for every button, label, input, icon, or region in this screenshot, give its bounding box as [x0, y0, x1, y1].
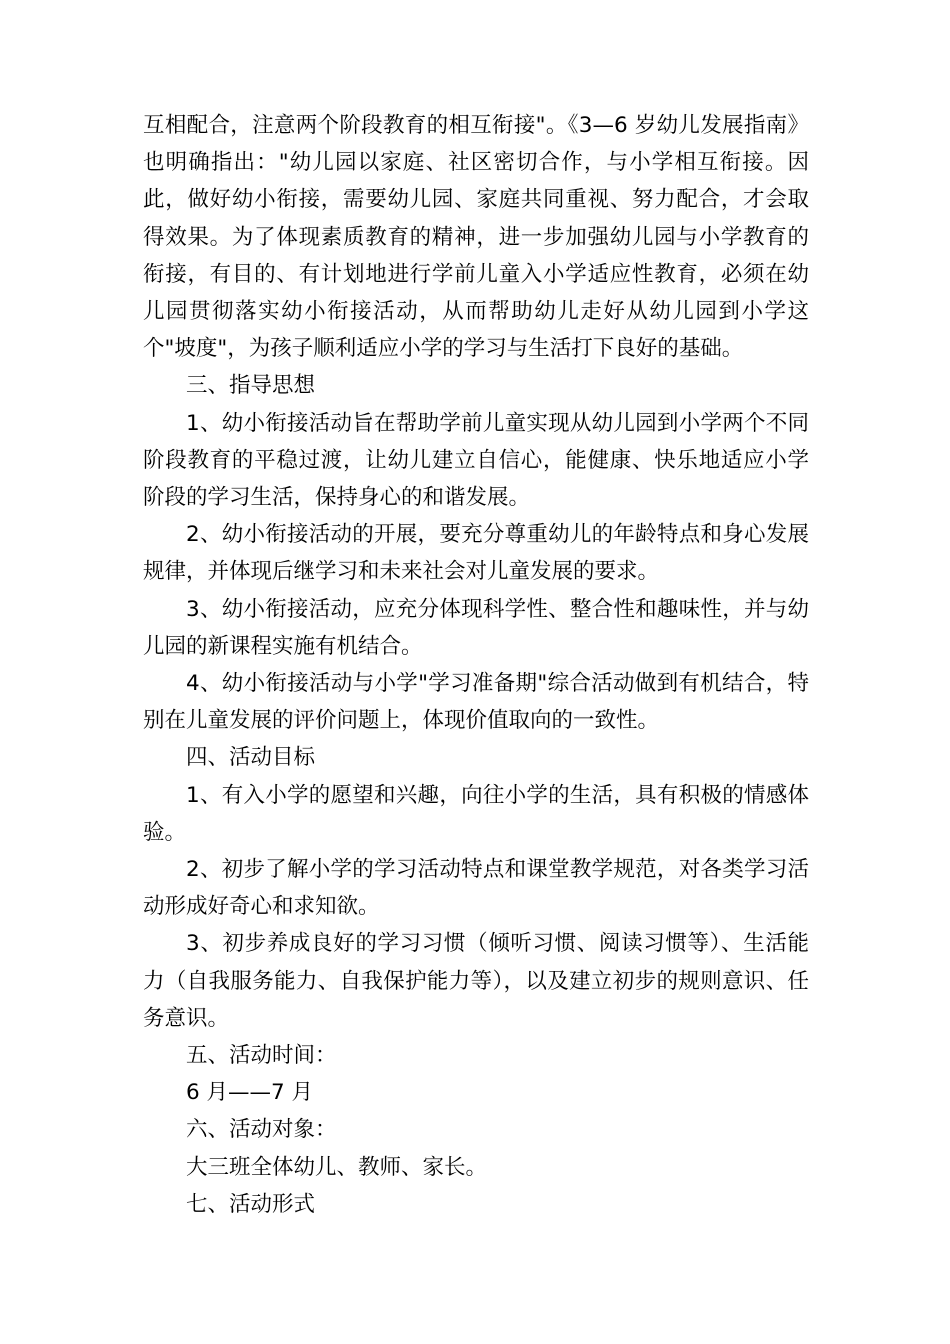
- intro-paragraph: 互相配合，注意两个阶段教育的相互衔接"。《3—6 岁幼儿发展指南》也明确指出："幼儿园以家庭、社区密切合作，与小学相互衔接。因此，做好幼小衔接，需要幼儿园、家庭共同重视、努力配合，才会取得效果。为了体现素质教育的精神，进一步加强幼儿园与小学教育的衔接，有目的、有计划地进行学前儿童入小学适应性教育，必须在幼儿园贯彻落实幼小衔接活动，从而帮助幼儿走好从幼儿园到小学这个"坡度"，为孩子顺利适应小学的学习与生活打下良好的基础。: [143, 113, 809, 362]
- section-heading-audience: 六、活动对象：: [186, 1117, 337, 1143]
- section-heading-guiding-thought: 三、指导思想: [186, 373, 316, 399]
- section-heading-goals: 四、活动目标: [186, 745, 316, 771]
- guiding-item-4: 4、幼小衔接活动与小学"学习准备期"综合活动做到有机结合，特别在儿童发展的评价问题上，体现价值取向的一致性。: [143, 671, 809, 734]
- guiding-item-2: 2、幼小衔接活动的开展，要充分尊重幼儿的年龄特点和身心发展规律，并体现后继学习和未来社会对儿童发展的要求。: [143, 522, 809, 585]
- goal-item-3: 3、初步养成良好的学习习惯（倾听习惯、阅读习惯等）、生活能力（自我服务能力、自我保护能力等），以及建立初步的规则意识、任务意识。: [143, 931, 809, 1031]
- activity-time-value: 6 月——7 月: [186, 1080, 314, 1106]
- section-heading-time: 五、活动时间：: [186, 1043, 337, 1069]
- section-heading-form: 七、活动形式: [186, 1191, 316, 1217]
- goal-item-2: 2、初步了解小学的学习活动特点和课堂教学规范，对各类学习活动形成好奇心和求知欲。: [143, 857, 809, 920]
- guiding-item-3: 3、幼小衔接活动，应充分体现科学性、整合性和趣味性，并与幼儿园的新课程实施有机结合。: [143, 596, 809, 659]
- document-body: [143, 107, 809, 1223]
- goal-item-1: 1、有入小学的愿望和兴趣，向往小学的生活，具有积极的情感体验。: [143, 782, 809, 845]
- guiding-item-1: 1、幼小衔接活动旨在帮助学前儿童实现从幼儿园到小学两个不同阶段教育的平稳过渡，让幼儿建立自信心，能健康、快乐地适应小学阶段的学习生活，保持身心的和谐发展。: [143, 410, 809, 511]
- activity-audience-value: 大三班全体幼儿、教师、家长。: [186, 1154, 488, 1180]
